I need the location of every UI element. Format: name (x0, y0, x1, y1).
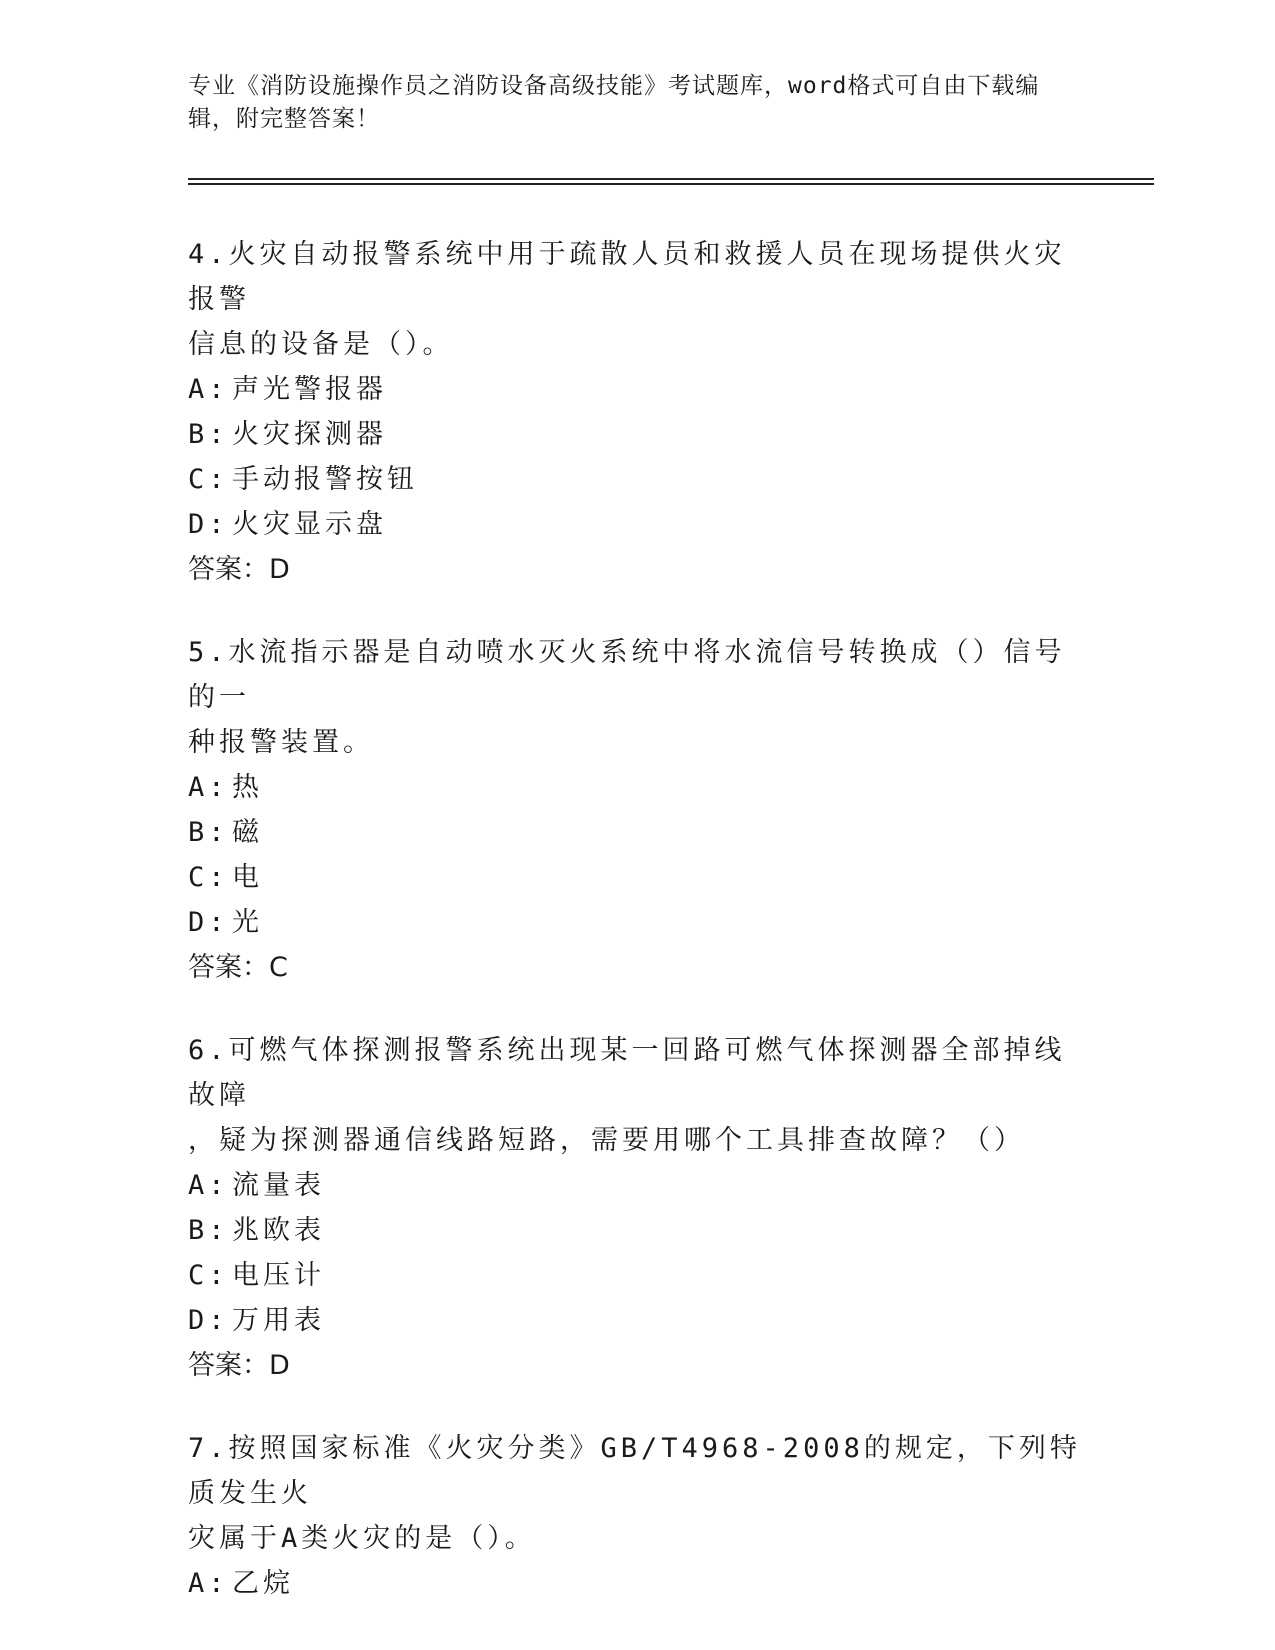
stem-line-2: ，疑为探测器通信线路短路，需要用哪个工具排查故障？（） (188, 1125, 1025, 1156)
answer-line: 答案：D (188, 1350, 290, 1381)
question-7 (188, 1426, 1088, 1606)
option-text: 电压计 (232, 1260, 325, 1291)
option-a (188, 765, 1088, 810)
option-text: 电 (232, 862, 263, 893)
option-a (188, 367, 1088, 412)
option-letter: A: (188, 1568, 229, 1599)
option-letter: B: (188, 419, 229, 450)
option-c (188, 457, 1088, 502)
option-d (188, 1298, 1088, 1343)
option-text: 光 (232, 907, 263, 938)
option-text: 兆欧表 (232, 1215, 325, 1246)
option-letter: B: (188, 1215, 229, 1246)
header-divider-bottom (188, 183, 1154, 185)
stem-line-2: 信息的设备是（）。 (188, 329, 454, 360)
header-line-2: 辑，附完整答案！ (188, 106, 380, 132)
option-letter: C: (188, 1260, 229, 1291)
stem-line-2: 种报警装置。 (188, 727, 374, 758)
question-6 (188, 1028, 1088, 1388)
option-d (188, 502, 1088, 547)
option-text: 万用表 (232, 1305, 325, 1336)
option-letter: C: (188, 862, 229, 893)
option-d (188, 900, 1088, 945)
option-c (188, 1253, 1088, 1298)
option-letter: D: (188, 509, 229, 540)
option-text: 火灾探测器 (232, 419, 387, 450)
option-b (188, 1208, 1088, 1253)
option-letter: D: (188, 907, 229, 938)
question-stem (188, 232, 1088, 367)
option-a (188, 1163, 1088, 1208)
option-letter: B: (188, 817, 229, 848)
header-divider-top (188, 178, 1154, 180)
stem-line-1: 4.火灾自动报警系统中用于疏散人员和救援人员在现场提供火灾报警 (188, 239, 1066, 315)
question-5 (188, 630, 1088, 990)
answer-line: 答案：C (188, 952, 288, 983)
option-text: 流量表 (232, 1170, 325, 1201)
option-c (188, 855, 1088, 900)
question-list (188, 232, 1088, 1644)
option-b (188, 810, 1088, 855)
header-line-1: 专业《消防设施操作员之消防设备高级技能》考试题库，word格式可自由下载编 (188, 73, 1040, 99)
option-letter: A: (188, 1170, 229, 1201)
question-stem (188, 630, 1088, 765)
question-4 (188, 232, 1088, 592)
question-stem (188, 1426, 1088, 1561)
option-text: 磁 (232, 817, 263, 848)
option-letter: C: (188, 464, 229, 495)
stem-line-1: 5.水流指示器是自动喷水灭火系统中将水流信号转换成（）信号的一 (188, 637, 1066, 713)
option-text: 手动报警按钮 (232, 464, 418, 495)
answer-line: 答案：D (188, 554, 290, 585)
option-letter: A: (188, 374, 229, 405)
stem-line-1: 7.按照国家标准《火灾分类》GB/T4968-2008的规定，下列特质发生火 (188, 1433, 1081, 1509)
option-b (188, 412, 1088, 457)
question-stem (188, 1028, 1088, 1163)
option-letter: A: (188, 772, 229, 803)
stem-line-2: 灾属于A类火灾的是（）。 (188, 1523, 536, 1554)
option-letter: D: (188, 1305, 229, 1336)
option-text: 乙烷 (232, 1568, 294, 1599)
document-header (188, 70, 1068, 136)
option-a (188, 1561, 1088, 1606)
stem-line-1: 6.可燃气体探测报警系统出现某一回路可燃气体探测器全部掉线故障 (188, 1035, 1066, 1111)
option-text: 火灾显示盘 (232, 509, 387, 540)
option-text: 热 (232, 772, 263, 803)
option-text: 声光警报器 (232, 374, 387, 405)
